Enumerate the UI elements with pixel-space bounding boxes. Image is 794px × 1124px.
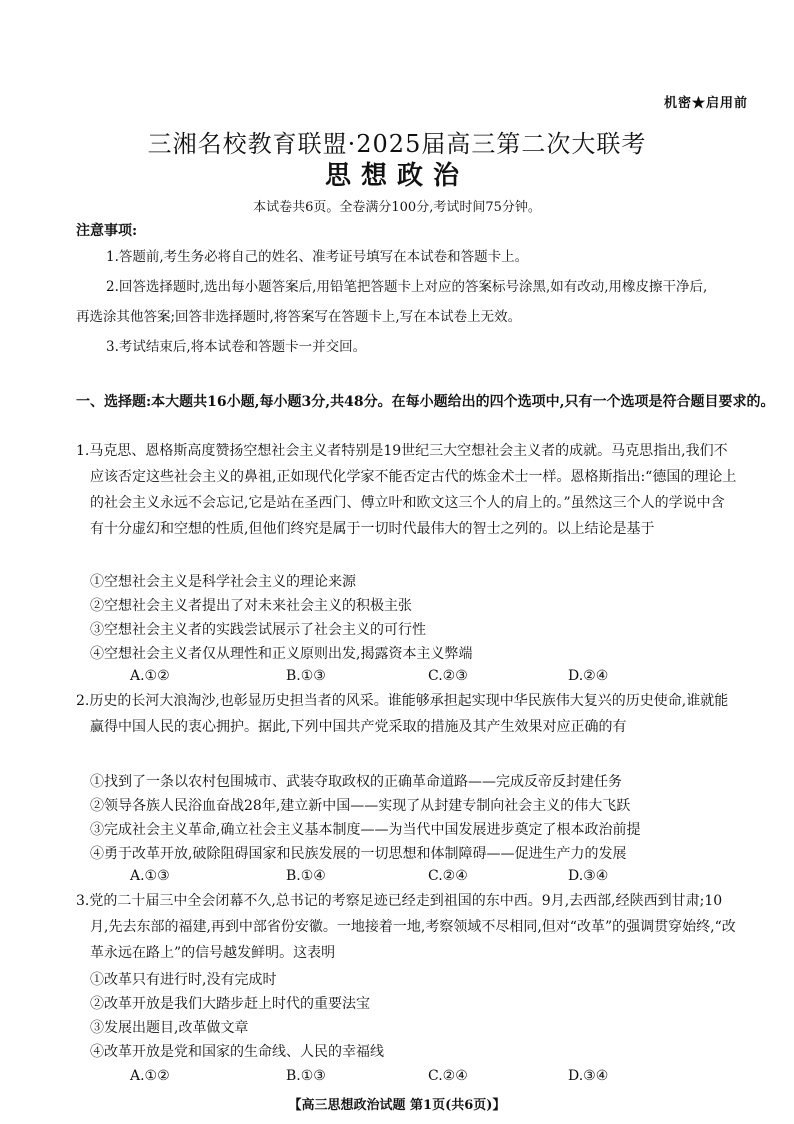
answer-option: C.②④ bbox=[428, 1068, 468, 1084]
answer-option: D.③④ bbox=[568, 1068, 609, 1084]
question-stem: 3.党的二十届三中全会闭幕不久,总书记的考察足迹已经走到祖国的东中西。9月,去西部,经陕西到甘肃;10月,先去东部的福建,再到中部省份安徽。一地接着一地,考察领域不尽相同,但对“改革”的强调贯穿始终,“改革永远在路上”的信号越发鲜明。这表明 bbox=[76, 893, 736, 961]
answer-option: B.①③ bbox=[286, 1068, 326, 1084]
answer-option: A.①② bbox=[130, 668, 170, 684]
page-footer: 【高三思想政治试题 第1页(共6页)】 bbox=[288, 1098, 506, 1113]
question-item: ③空想社会主义者的实践尝试展示了社会主义的可行性 bbox=[90, 622, 426, 638]
question-item: ④空想社会主义者仅从理性和正义原则出发,揭露资本主义弊端 bbox=[90, 646, 473, 662]
section-heading: 一、选择题:本大题共16小题,每小题3分,共48分。在每小题给出的四个选项中,只有一个选项是符合题目要求的。 bbox=[76, 394, 775, 410]
answer-option: A.①③ bbox=[130, 868, 170, 884]
answer-option: B.①③ bbox=[286, 668, 326, 684]
question-item: ②领导各族人民浴血奋战28年,建立新中国——实现了从封建专制向社会主义的伟大飞跃 bbox=[90, 798, 631, 814]
notes-title: 注意事项: bbox=[76, 223, 138, 239]
question-item: ②改革开放是我们大踏步赶上时代的重要法宝 bbox=[90, 996, 370, 1012]
question-item: ①空想社会主义是科学社会主义的理论来源 bbox=[90, 574, 356, 590]
subject-title: 思想政治 bbox=[324, 161, 469, 191]
question-item: ④改革开放是党和国家的生命线、人民的幸福线 bbox=[90, 1044, 384, 1060]
answer-option: B.①④ bbox=[286, 868, 326, 884]
question-item: ④勇于改革开放,破除阻碍国家和民族发展的一切思想和体制障碍——促进生产力的发展 bbox=[90, 846, 627, 862]
answer-option: C.②④ bbox=[428, 868, 468, 884]
question-stem: 1.马克思、恩格斯高度赞扬空想社会主义者特别是19世纪三大空想社会主义者的成就。马克思指出,我们不应该否定这些社会主义的鼻祖,正如现代化学家不能否定古代的炼金术士一样。恩格斯指出:“德国的理论上的社会主义永远不会忘记,它是站在圣西门、傅立叶和欧文这三个人的肩上的。”虽然这三个人的学说中含有十分虚幻和空想的性质,但他们终究是属于一切时代最伟大的智士之列的。以上结论是基于 bbox=[76, 443, 737, 537]
question-item: ②空想社会主义者提出了对未来社会主义的积极主张 bbox=[90, 598, 412, 614]
note-item: 1.答题前,考生务必将自己的姓名、准考证号填写在本试卷和答题卡上。 bbox=[106, 249, 529, 265]
answer-option: D.②④ bbox=[568, 668, 609, 684]
note-item: 3.考试结束后,将本试卷和答题卡一并交回。 bbox=[106, 339, 367, 355]
question-item: ③完成社会主义革命,确立社会主义基本制度——为当代中国发展进步奠定了根本政治前提 bbox=[90, 822, 641, 838]
note-item: 2.回答选择题时,选出每小题答案后,用铅笔把答题卡上对应的答案标号涂黑,如有改动,用橡皮擦干净后,再选涂其他答案;回答非选择题时,将答案写在答题卡上,写在本试卷上无效。 bbox=[76, 279, 708, 325]
question-item: ①找到了一条以农村包围城市、武装夺取政权的正确革命道路——完成反帝反封建任务 bbox=[90, 774, 622, 790]
question-stem: 2.历史的长河大浪淘沙,也彰显历史担当者的风采。谁能够承担起实现中华民族伟大复兴的历史使命,谁就能赢得中国人民的衷心拥护。据此,下列中国共产党采取的措施及其产生效果对应正确的有 bbox=[76, 693, 729, 735]
exam-title: 三湘名校教育联盟·2025届高三第二次大联考 bbox=[147, 130, 647, 158]
question-item: ①改革只有进行时,没有完成时 bbox=[90, 972, 277, 988]
question-item: ③发展出题目,改革做文章 bbox=[90, 1020, 249, 1036]
confidential-mark: 机密★启用前 bbox=[663, 96, 748, 111]
answer-option: A.①② bbox=[130, 1068, 170, 1084]
exam-info: 本试卷共6页。全卷满分100分,考试时间75分钟。 bbox=[253, 200, 541, 215]
answer-option: C.②③ bbox=[428, 668, 468, 684]
answer-option: D.③④ bbox=[568, 868, 609, 884]
